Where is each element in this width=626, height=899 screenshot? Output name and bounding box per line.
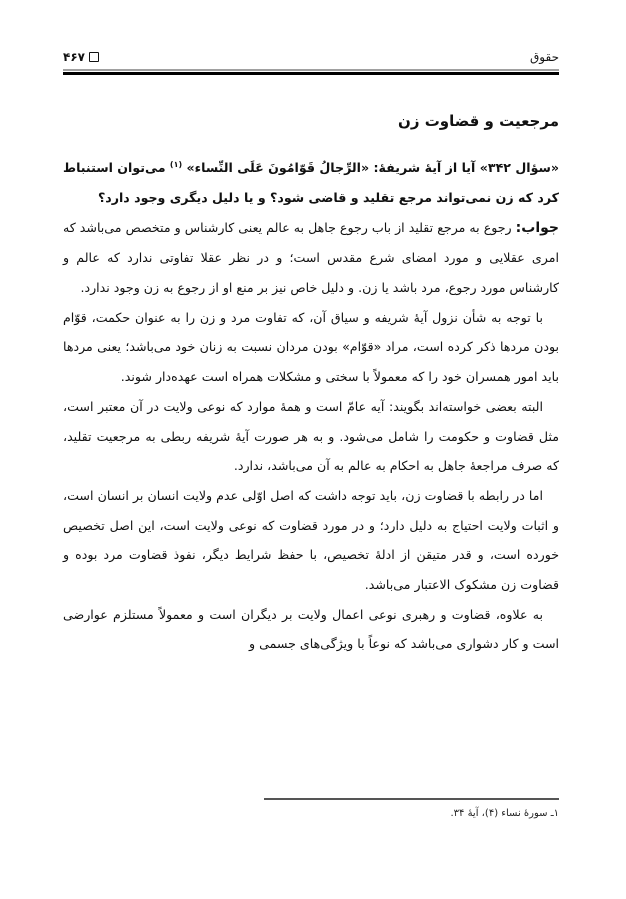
answer-paragraph-2: با توجه به شأن نزول آیهٔ شریفه و سیاق آن، که تفاوت مرد و زن را به عنوان حکمت، قوّام بودن مردها ذکر کرده است، مراد «قوّام» بودن مردان نسبت به زنان خود می‌باشد؛ یعنی مردها باید امور همسران خود را که معمولاً با سختی و مشکلات همراه است عهده‌دار شوند. <box>63 309 559 385</box>
answer-label: جواب: <box>515 219 559 236</box>
square-outline-icon <box>89 52 99 62</box>
question-text-after-verse: می‌توان استنباط کرد که زن نمی‌تواند مرجع تقلید و قاضی شود؟ و یا دلیل دیگری وجود دارد؟ <box>62 160 559 205</box>
header-rule-gray <box>63 69 559 71</box>
running-head <box>63 50 559 66</box>
footnote-ref[interactable]: (۱) <box>169 160 183 169</box>
answer-paragraph-4: اما در رابطه با قضاوت زن، باید توجه داشت که اصل اوّلی عدم ولایت انسان بر انسان است، و اثبات ولایت احتیاج به دلیل دارد؛ و در مورد قضاوت که نوعی ولایت است، این اصل تخصیص خورده است، و قدر متیقن از ادلهٔ تخصیص، با حفظ شرایط دیگر، نفوذ قضاوت مرد بوده و قضاوت زن مشکوک الاعتبار می‌باشد. <box>63 487 559 593</box>
footnote-1: ۱ـ سورهٔ نساء (۴)، آیهٔ ۳۴. <box>450 808 559 819</box>
answer-paragraph-5: به علاوه، قضاوت و رهبری نوعی اعمال ولایت بر دیگران است و معمولاً مستلزم عوارضی است و کار دشواری می‌باشد که نوعاً با ویژگی‌های جسمی و <box>63 606 559 652</box>
quran-verse: «الرِّجالُ قَوّامُونَ عَلَى النِّساء» <box>186 160 370 176</box>
book-page <box>63 0 559 899</box>
question-paragraph <box>63 150 559 213</box>
answer-paragraph-1 <box>63 213 559 303</box>
answer-text-1: رجوع به مرجع تقلید از باب رجوع جاهل به عالم یعنی کارشناس و متخصص می‌باشد که امری عقلایی و مورد امضای شرع مقدس است؛ و در نظر عقلا تفاوتی ندارد که عالم و کارشناس مورد رجوع، مرد باشد یا زن. و دلیل خاص نیز بر منع او از رجوع به زن وجود ندارد. <box>63 219 559 295</box>
running-head-title: حقوق <box>530 50 559 64</box>
footnote-separator <box>264 798 559 800</box>
header-rule-black <box>63 72 559 75</box>
answer-paragraph-3: البته بعضی خواسته‌اند بگویند: آیه عامّ است و همهٔ موارد که نوعی ولایت در آن معتبر است، مثل قضاوت و حکومت را شامل می‌شود. و به هر صورت آیهٔ شریفه ربطی به مرجعیت تقلید، که صرف مراجعهٔ جاهل به احکام به عالم به آن می‌باشد، ندارد. <box>63 398 559 474</box>
page-number-text: ۴۶۷ <box>63 50 85 64</box>
page-number <box>63 50 99 64</box>
question-label: «سؤال ۳۴۲» <box>479 160 559 176</box>
question-text-before-verse: آیا از آیهٔ شریفهٔ: <box>369 160 480 176</box>
body-text <box>63 150 559 659</box>
section-title: مرجعیت و قضاوت زن <box>398 112 559 130</box>
